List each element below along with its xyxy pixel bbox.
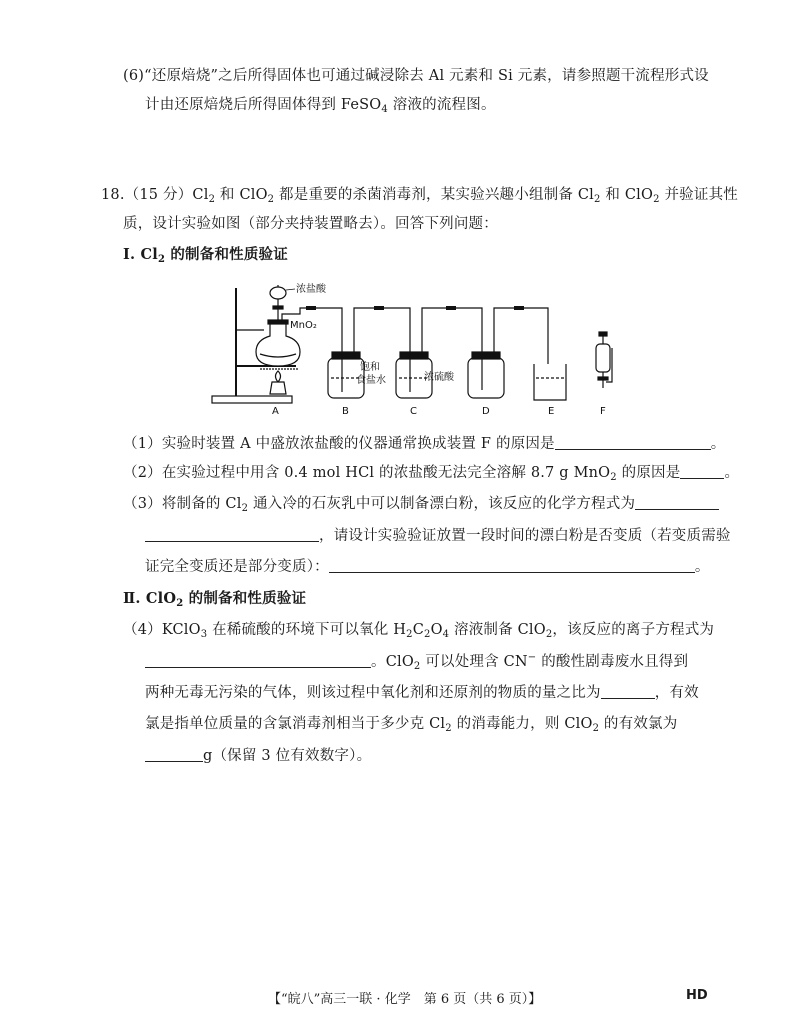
section-1-heading: Ⅰ. $Cl_2$ 的制备和性质验证 bbox=[123, 246, 288, 265]
q17-part6-line2: 计由还原焙烧后所得固体得到 FeSO$_4$ 溶液的流程图。 bbox=[145, 97, 496, 115]
section-2-heading: Ⅱ. ClO$_2$ 的制备和性质验证 bbox=[123, 590, 307, 609]
q18-part2: （2）在实验过程中用含 0.4 mol HCl 的浓盐酸无法完全溶解 8.7 g MnO$_2$ 的原因是 。 bbox=[123, 465, 740, 483]
answer-blank-2[interactable] bbox=[680, 463, 724, 479]
q18-part1: （1）实验时装置 A 中盛放浓盐酸的仪器通常换成装置 F 的原因是 。 bbox=[123, 436, 726, 452]
q18-part4-line1: （4）KClO$_3$ 在稀硫酸的环境下可以氧化 $H_2C_2O_4$ 溶液制备 ClO$_2$，该反应的离子方程式为 bbox=[123, 622, 715, 640]
answer-blank-3b[interactable] bbox=[145, 526, 319, 542]
label-saturated-b: 食盐水 bbox=[356, 375, 386, 386]
q18-intro-line1: 18.（15 分）$Cl_2$ 和 ClO$_2$ 都是重要的杀菌消毒剂，某实验兴趣小组制备 $Cl_2$ 和 ClO$_2$ 并验证其性 bbox=[101, 187, 738, 205]
tube-c-d bbox=[422, 308, 482, 358]
label-mno2: MnO₂ bbox=[290, 320, 317, 331]
label-conc-h2so4: 浓硫酸 bbox=[424, 372, 454, 383]
apparatus-figure bbox=[210, 278, 630, 418]
q18-intro-line2: 质，设计实验如图（部分夹持装置略去）。回答下列问题： bbox=[123, 216, 498, 232]
funnel-stopcock bbox=[273, 306, 283, 309]
connector-1 bbox=[306, 306, 316, 310]
device-f-stopcock bbox=[598, 377, 608, 380]
label-d: D bbox=[482, 406, 490, 417]
answer-blank-3c[interactable] bbox=[329, 557, 695, 573]
bottle-d bbox=[468, 358, 504, 398]
connector-2 bbox=[374, 306, 384, 310]
footer-title: 【“皖八”高三一联 · 化学 第 6 页（共 6 页）】 bbox=[268, 992, 542, 1007]
label-f: F bbox=[600, 406, 606, 417]
q18-part3-line1: （3）将制备的 $Cl_2$ 通入冷的石灰乳中可以制备漂白粉，该反应的化学方程式为 bbox=[123, 494, 719, 514]
answer-blank-4b[interactable] bbox=[601, 683, 655, 699]
q18-part4-line4: 氯是指单位质量的含氯消毒剂相当于多少克 $Cl_2$ 的消毒能力，则 ClO$_2$ 的有效氯为 bbox=[145, 716, 678, 734]
alcohol-lamp bbox=[270, 382, 286, 394]
answer-blank-1[interactable] bbox=[555, 434, 711, 450]
device-f-stopper bbox=[599, 332, 607, 336]
funnel-bulb bbox=[270, 287, 286, 299]
label-e: E bbox=[548, 406, 555, 417]
q18-part4-line3: 两种无毒无污染的气体，则该过程中氧化剂和还原剂的物质的量之比为 ，有效 bbox=[145, 685, 699, 701]
label-saturated-a: 饱和 bbox=[360, 362, 380, 373]
lamp-flame bbox=[276, 371, 281, 382]
answer-blank-4c[interactable] bbox=[145, 746, 203, 762]
bottle-b-stopper bbox=[332, 352, 360, 359]
connector-4 bbox=[514, 306, 524, 310]
q18-part4-line2: 。ClO$_2$ 可以处理含 CN− 的酸性剧毒废水且得到 bbox=[145, 652, 688, 672]
answer-blank-4a[interactable] bbox=[145, 652, 371, 668]
flask-a-stopper bbox=[268, 320, 288, 324]
label-a: A bbox=[272, 406, 279, 417]
tube-b-c bbox=[354, 308, 410, 358]
connector-3 bbox=[446, 306, 456, 310]
stand-base bbox=[212, 396, 292, 403]
q18-part3-line2: ，请设计实验验证放置一段时间的漂白粉是否变质（若变质需验 bbox=[145, 526, 731, 546]
answer-blank-3a[interactable] bbox=[635, 494, 719, 510]
q18-part4-line5: g（保留 3 位有效数字）。 bbox=[145, 746, 371, 766]
q18-part3-line3: 证完全变质还是部分变质）： 。 bbox=[145, 559, 710, 575]
label-conc-hcl: 浓盐酸 bbox=[296, 284, 326, 295]
footer-code: HD bbox=[686, 988, 708, 1003]
q17-part6-line1: (6)“还原焙烧”之后所得固体也可通过碱浸除去 Al 元素和 Si 元素，请参照题干流程形式设 bbox=[123, 68, 709, 84]
beaker-e bbox=[534, 364, 566, 400]
bottle-c-stopper bbox=[400, 352, 428, 359]
bottle-d-stopper bbox=[472, 352, 500, 359]
label-c: C bbox=[410, 406, 417, 417]
label-b: B bbox=[342, 406, 349, 417]
device-f-body bbox=[596, 344, 610, 372]
